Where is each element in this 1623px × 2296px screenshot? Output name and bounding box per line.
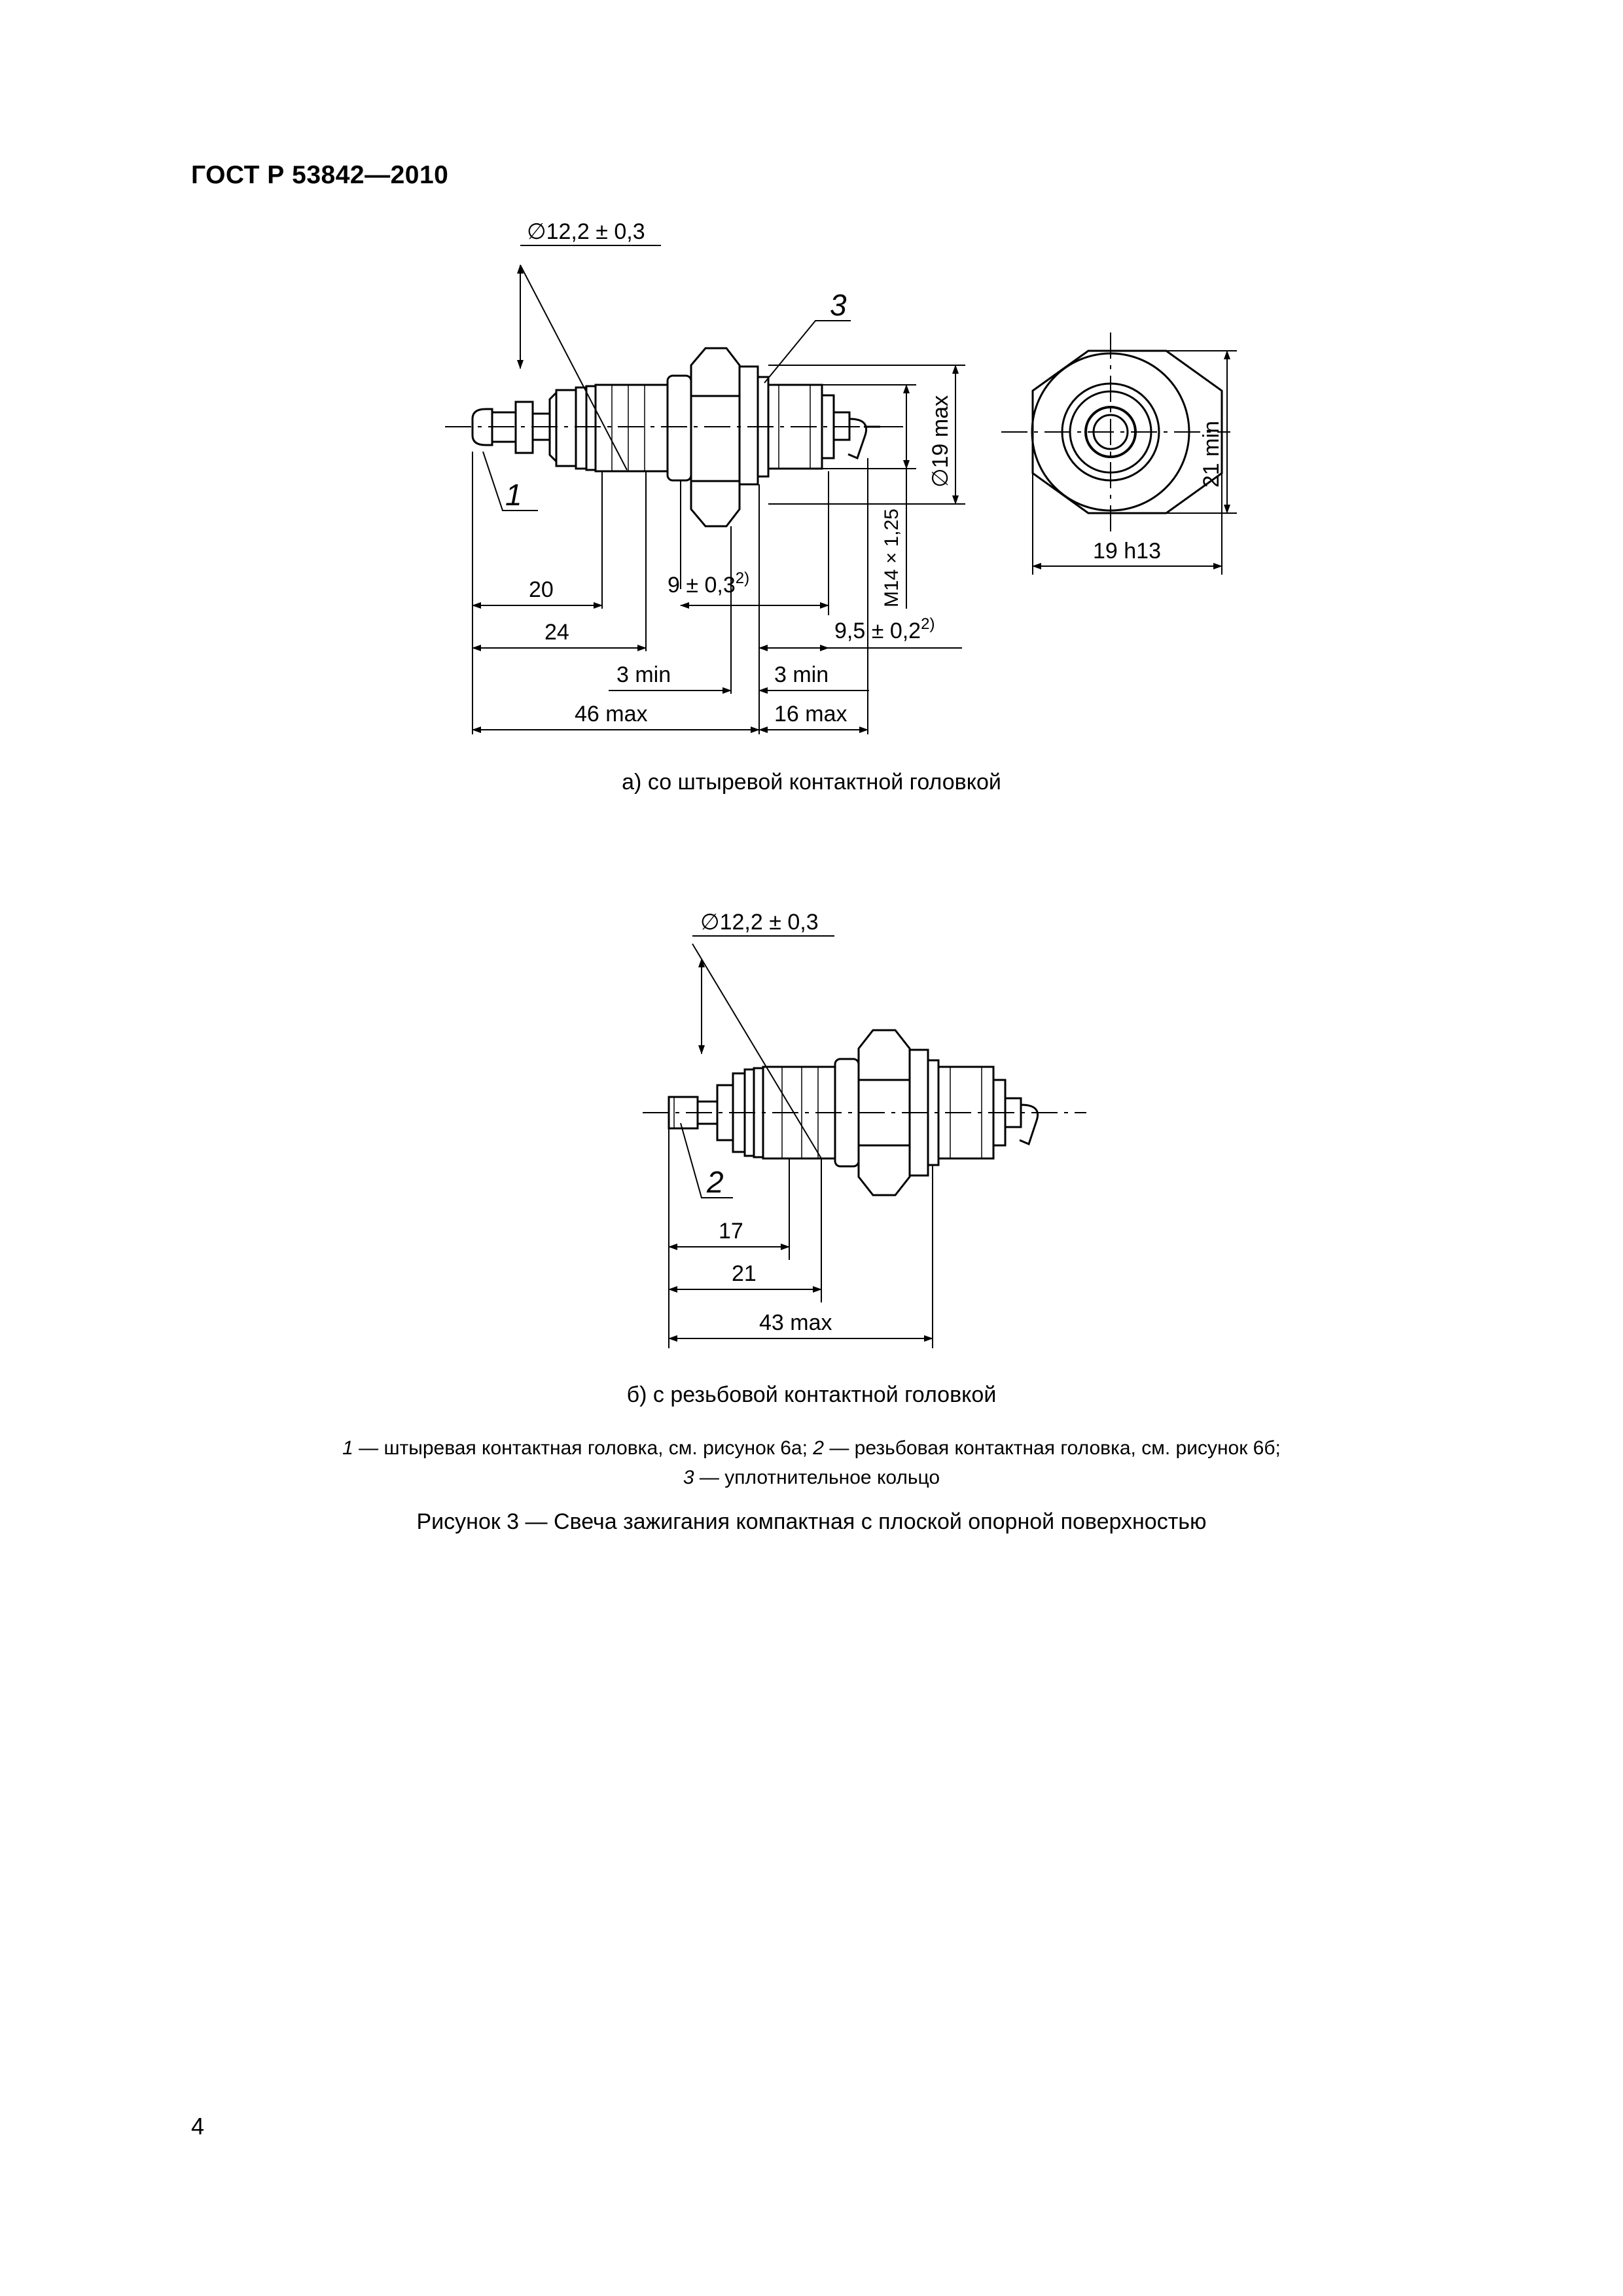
- dim-diameter-b: ∅12,2 ± 0,3: [700, 910, 819, 935]
- callout-2: 2: [707, 1165, 724, 1199]
- document-header: ГОСТ Р 53842—2010: [191, 161, 449, 189]
- dim-diameter-a: ∅12,2 ± 0,3: [527, 219, 645, 244]
- dim-thread: M14 × 1,25: [881, 509, 902, 607]
- dim-9: $9 \pm 0,3^{2)}$: [668, 569, 750, 598]
- legend-text-1: — штыревая контактная головка, см. рисунок 6а;: [353, 1437, 813, 1459]
- dim-3min-right: 3 min: [774, 662, 829, 687]
- dim-3min-left: 3 min: [616, 662, 671, 687]
- callout-3: 3: [830, 288, 847, 322]
- dim-20: 20: [529, 577, 554, 602]
- legend-num-2: 2: [813, 1437, 824, 1459]
- spark-plug-a-end-view: [1001, 332, 1230, 537]
- dim-46max: 46 max: [575, 702, 648, 726]
- dim-17: 17: [719, 1219, 743, 1244]
- figure-legend: [0, 1433, 1623, 1492]
- legend-num-3: 3: [683, 1467, 694, 1488]
- caption-figure-a: а) со штыревой контактной головкой: [622, 770, 1001, 795]
- dimensions-b: [669, 936, 933, 1348]
- page-number: 4: [191, 2113, 205, 2140]
- dim-21: 21: [732, 1261, 757, 1286]
- dim-16max: 16 max: [774, 702, 847, 726]
- legend-text-3: — уплотнительное кольцо: [694, 1467, 940, 1488]
- dim-9-5: $9,5 \pm 0,2^{2)}$: [834, 615, 935, 643]
- dim-21min: 21 min: [1199, 420, 1224, 488]
- caption-figure-b: б) с резьбовой контактной головкой: [626, 1382, 997, 1407]
- dim-24: 24: [544, 620, 569, 645]
- dim-19max: ∅19 max: [928, 395, 953, 488]
- dim-43max: 43 max: [759, 1310, 832, 1335]
- figure-title: Рисунок 3 — Свеча зажигания компактная с плоской опорной поверхностью: [416, 1509, 1207, 1534]
- dim-hex: 19 h13: [1093, 539, 1161, 564]
- callout-1: 1: [505, 478, 522, 512]
- legend-num-1: 1: [342, 1437, 353, 1459]
- dimensions-a: [473, 245, 1237, 734]
- legend-text-2: — резьбовая контактная головка, см. рисунок 6б;: [823, 1437, 1281, 1459]
